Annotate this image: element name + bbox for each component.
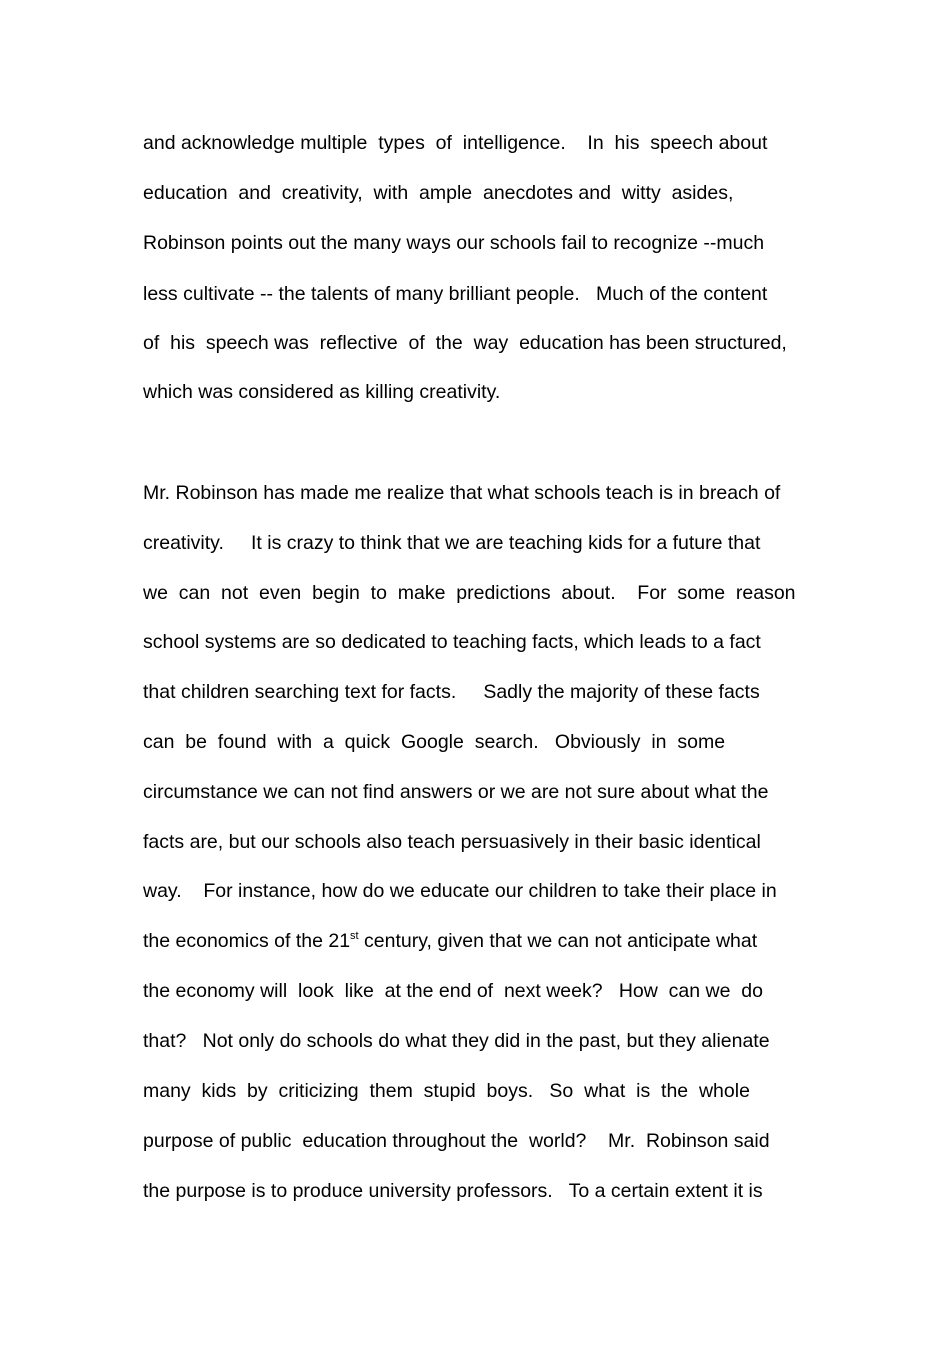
text-line: purpose of public education throughout the world? Mr. Robinson said [143,1130,770,1152]
text-line: that? Not only do schools do what they did in the past, but they alienate [143,1030,770,1052]
text-segment: the economics of the 21 [143,930,351,952]
text-line: circumstance we can not find answers or we are not sure about what the [143,781,769,803]
text-line: Robinson points out the many ways our schools fail to recognize --much [143,232,765,254]
text-line: can be found with a quick Google search. Obviously in some [143,731,726,753]
text-line: Mr. Robinson has made me realize that what schools teach is in breach of [143,482,781,504]
text-line: many kids by criticizing them stupid boys. So what is the whole [143,1080,750,1102]
text-line: we can not even begin to make predictions about. For some reason [143,582,796,604]
text-line: that children searching text for facts. Sadly the majority of these facts [143,681,760,703]
ordinal-superscript: st [350,930,359,942]
text-line: of his speech was reflective of the way education has been structured, [143,332,787,354]
text-line: way. For instance, how do we educate our children to take their place in [143,880,777,902]
text-line: education and creativity, with ample anecdotes and witty asides, [143,182,734,204]
text-line: and acknowledge multiple types of intelligence. In his speech about [143,132,768,154]
text-line: facts are, but our schools also teach persuasively in their basic identical [143,831,761,853]
text-line: the economy will look like at the end of next week? How can we do [143,980,763,1002]
text-line: which was considered as killing creativity. [143,381,501,403]
text-segment: century, given that we can not anticipate what [358,930,758,952]
text-line-with-superscript [143,929,757,953]
text-line: school systems are so dedicated to teaching facts, which leads to a fact [143,631,761,653]
text-line: creativity. It is crazy to think that we are teaching kids for a future that [143,532,761,554]
text-line: less cultivate -- the talents of many brilliant people. Much of the content [143,283,768,305]
text-line: the purpose is to produce university professors. To a certain extent it is [143,1180,763,1202]
